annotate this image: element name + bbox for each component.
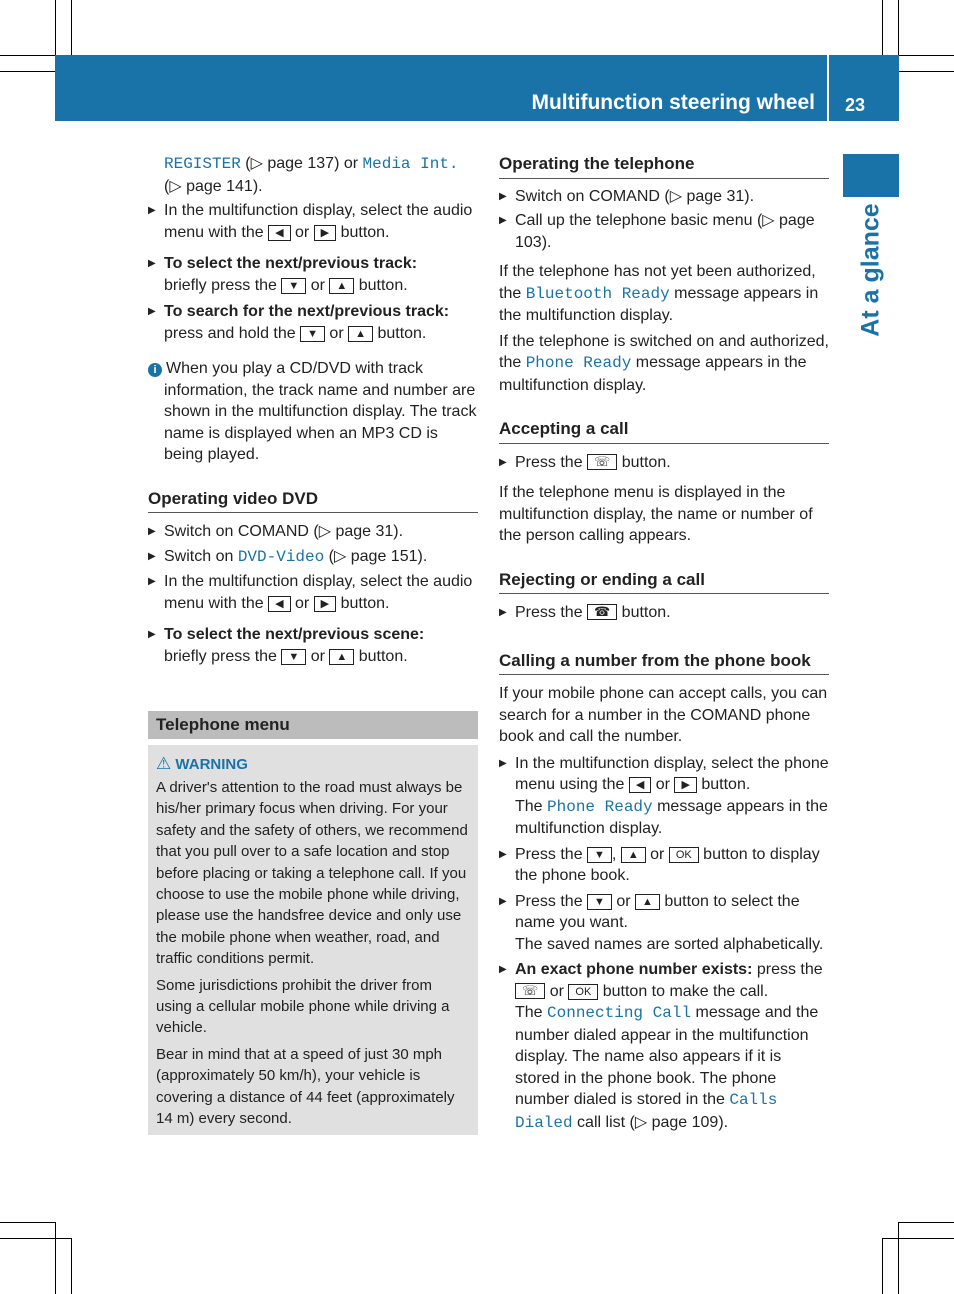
phone-ready-label: Phone Ready [547,797,653,816]
crop-mark [71,1238,72,1294]
side-tab-label: At a glance [856,203,885,337]
crop-mark [882,1238,883,1294]
page-title: Multifunction steering wheel [531,91,815,114]
phone-hangup-icon: ☎ [587,604,617,620]
next-track-step: ▶ To select the next/previous track: briefly press the ▼ or ▲ button. [148,253,478,296]
accept-step: ▶ Press the ☏ button. [499,452,829,474]
left-arrow-key: ◀ [629,777,651,793]
accept-text: If the telephone menu is displayed in the multifunction display, the name or number of the person calling appears. [499,484,813,544]
operating-telephone-heading: Operating the telephone [499,153,829,179]
phone-accept-icon: ☏ [587,454,617,470]
book-step-4: ▶ An exact phone number exists: press the ☏ or OK button to make the call. The Connecting Call message and the number dialed appear in the multifunction display. The name also appears if it is stored in the phone book. The phone number dialed is stored in the Calls Dialed call list (▷ page 109). [499,959,829,1134]
video-heading: Operating video DVD [148,488,478,514]
warning-paragraph: A driver's attention to the road must always be his/her primary focus when driving. For your safety and the safety of others, we recommend that you pull over to a safe location and stop before placing or taking a telephone call. If you choose to use the mobile phone while driving, please use the handsfree device and only use the mobile phone when weather, road, and traffic conditions permit. [156,778,468,968]
phone-ready-label: Phone Ready [525,354,632,372]
video-step-1: ▶ Switch on COMAND (▷ page 31). [148,521,478,543]
phone-book-heading: Calling a number from the phone book [499,650,829,676]
next-scene-step: ▶ To select the next/previous scene: briefly press the ▼ or ▲ button. [148,624,478,667]
right-arrow-key: ▶ [674,777,696,793]
op-step-2: ▶ Call up the telephone basic menu (▷ page 103). [499,210,829,253]
search-track-step: ▶ To search for the next/previous track: press and hold the ▼ or ▲ button. [148,301,478,344]
book-step-3: ▶ Press the ▼ or ▲ button to select the name you want. The saved names are sorted alphabetically. [499,891,829,956]
left-arrow-key: ◀ [268,225,290,241]
up-arrow-key: ▲ [329,278,354,294]
audio-select-step: ▶ In the multifunction display, select the audio menu with the ◀ or ▶ button. [148,200,478,243]
reject-step: ▶ Press the ☎ button. [499,602,829,624]
crop-mark [71,0,72,55]
media-link[interactable]: Media Int. [362,155,459,173]
page-header [55,55,899,121]
warning-paragraph: Some jurisdictions prohibit the driver from using a cellular mobile phone while driving a vehicle. [156,976,450,1037]
down-arrow-key: ▼ [281,278,306,294]
down-arrow-key: ▼ [587,894,612,910]
crop-mark [882,0,883,55]
down-arrow-key: ▼ [300,326,325,342]
crop-mark [899,55,954,56]
warning-box [148,745,478,1136]
warning-icon: ⚠ [156,753,172,773]
calls-dialed-link[interactable]: Calls Dialed [515,1091,778,1132]
down-arrow-key: ▼ [587,847,612,863]
left-column [148,153,478,1135]
crop-mark [55,0,56,55]
crop-mark [55,1222,56,1294]
info-icon: i [148,363,162,377]
page-number: 23 [845,95,866,115]
crop-mark [899,71,954,72]
header-divider [827,55,829,121]
not-authorized-text: If the telephone has not yet been authorized, the Bluetooth Ready message appears in the multifunction display. [499,263,819,324]
crop-mark [0,1222,55,1223]
right-arrow-key: ▶ [314,225,336,241]
connecting-call-label: Connecting Call [547,1004,692,1022]
up-arrow-key: ▲ [635,894,660,910]
right-column [499,153,829,1134]
right-arrow-key: ▶ [314,596,336,612]
rejecting-call-heading: Rejecting or ending a call [499,569,829,595]
ok-key: OK [669,847,699,863]
ok-key: OK [568,984,598,1000]
book-step-1: ▶ In the multifunction display, select the phone menu using the ◀ or ▶ button. The Phone Ready message appears in the multifunction display. [499,753,829,840]
side-tab-marker [843,154,899,197]
crop-mark [0,71,55,72]
crop-mark [0,55,55,56]
crop-mark [898,0,899,55]
crop-mark [882,1238,954,1239]
bluetooth-ready-label: Bluetooth Ready [525,284,670,303]
register-link[interactable]: REGISTER [164,155,241,173]
warning-paragraph: Bear in mind that at a speed of just 30 mph (approximately 50 km/h), your vehicle is covering a distance of 44 feet (approximately 14 m) every second. [156,1045,455,1127]
accepting-call-heading: Accepting a call [499,418,829,444]
phone-accept-icon: ☏ [515,983,545,999]
intro-text: REGISTER (▷ page 137) or Media Int. (▷ page 141). [164,155,459,195]
info-note: i When you play a CD/DVD with track information, the track name and number are shown in the multifunction display. The track name is displayed when an MP3 CD is being played. [148,358,478,466]
down-arrow-key: ▼ [281,649,306,665]
book-step-2: ▶ Press the ▼ , ▲ or OK button to display the phone book. [499,844,829,887]
video-step-2: ▶ Switch on DVD-Video (▷ page 151). [148,546,478,569]
crop-mark [898,1222,899,1294]
phone-book-text: If your mobile phone can accept calls, you can search for a number in the COMAND phone book and call the number. [499,685,828,745]
up-arrow-key: ▲ [329,649,354,665]
warning-title: WARNING [175,755,248,773]
left-arrow-key: ◀ [268,596,290,612]
crop-mark [899,1222,954,1223]
warning-header [156,753,470,775]
up-arrow-key: ▲ [621,847,646,863]
crop-mark [0,1238,71,1239]
authorized-text: If the telephone is switched on and authorized, the Phone Ready message appears in the multifunction display. [499,332,829,394]
op-step-1: ▶ Switch on COMAND (▷ page 31). [499,186,829,208]
up-arrow-key: ▲ [348,326,373,342]
dvd-video-link[interactable]: DVD-Video [237,547,325,566]
telephone-menu-heading: Telephone menu [148,711,478,739]
video-step-3: ▶ In the multifunction display, select the audio menu with the ◀ or ▶ button. [148,571,478,614]
